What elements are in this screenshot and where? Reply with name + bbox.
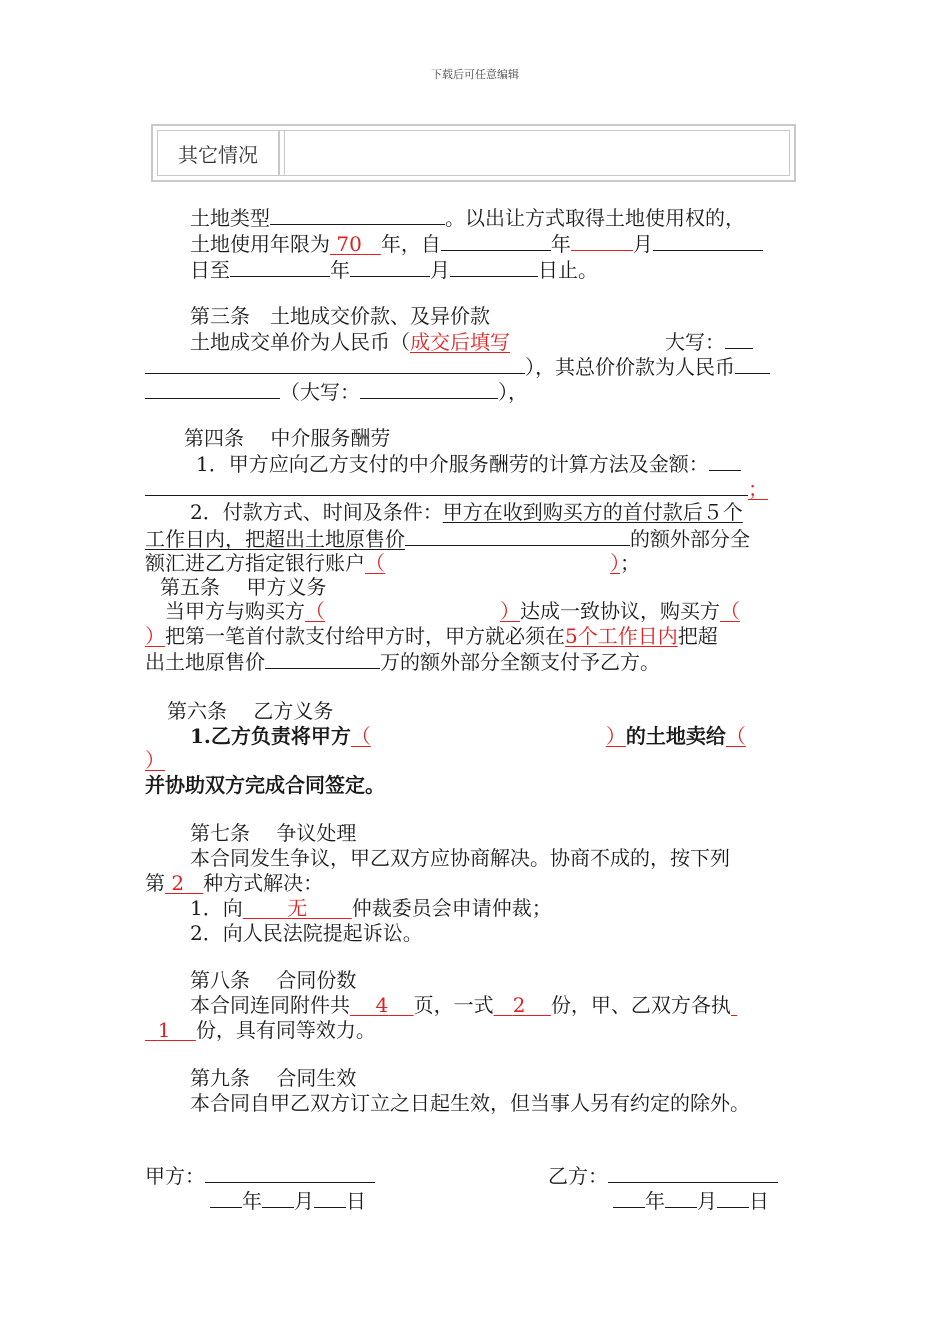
buyer-agreement-tail: 达成一致协议，购买方: [520, 599, 720, 623]
header-note: 下载后可任意编辑: [431, 68, 519, 81]
party-b-blank: [608, 1163, 778, 1183]
capital-blank: [725, 329, 753, 349]
party-a-month-blank: [262, 1188, 294, 1208]
article-5-title: 第五条 甲方义务: [160, 575, 327, 599]
pages-value: 4: [375, 993, 389, 1017]
from-day-blank: [653, 231, 763, 251]
until-day-label: 日止。: [538, 258, 598, 282]
buyer-agreement-label: 当甲方与购买方: [165, 599, 305, 623]
total-capital-close: ），: [498, 380, 528, 404]
article-4-item-1: [196, 451, 741, 476]
info-table: [151, 124, 796, 182]
article-7-line-1: 本合同发生争议，甲乙双方应协商解决。协商不成的，按下列: [190, 846, 730, 870]
land-years-value: 70: [336, 232, 362, 256]
from-month-blank: [571, 231, 633, 251]
exceed-label: 把超: [677, 624, 718, 648]
until-month-blank: [350, 257, 430, 277]
article-6-line-2: [145, 748, 165, 772]
party-b-month-blank: [665, 1188, 697, 1208]
fee-method-label: 1．甲方应向乙方支付的中介服务酬劳的计算方法及金额：: [196, 452, 709, 476]
total-price-value-blank: [145, 379, 280, 399]
bank-account-blank: （ ）: [365, 551, 620, 575]
other-info-value: [284, 131, 789, 175]
method-prefix: 第: [145, 871, 165, 895]
party-b-label: 乙方：: [548, 1164, 608, 1188]
each-prefix: 份，甲、乙双方各执: [550, 993, 731, 1017]
five-workdays: 5个工作日内: [565, 624, 678, 648]
article-9-title: 第九条 合同生效: [190, 1066, 357, 1090]
capital-label: 大写：: [665, 330, 725, 354]
article-7-title: 第七条 争议处理: [190, 821, 357, 845]
land-type-line: [190, 205, 745, 230]
copies-value: 2: [512, 993, 526, 1017]
total-price-label: ），其总价价款为人民币: [525, 355, 735, 379]
fee-semicolon: ；: [748, 477, 768, 501]
article-6-line-3: 并协助双方完成合同签定。: [145, 773, 385, 797]
sell-to-label: 的土地卖给: [625, 724, 726, 748]
total-capital-label: （大写：: [280, 380, 360, 404]
payment-to-b-label: 万的额外部分全额支付予乙方。: [380, 650, 660, 674]
arbitration-committee: 无: [287, 896, 308, 920]
article-3-line-3: [145, 379, 528, 404]
each-suffix: 份，具有同等效力。: [195, 1018, 376, 1042]
first-payment-label: 把第一笔首付款支付给甲方时，甲方就必须在: [165, 624, 565, 648]
article-4-item-2-cont: [145, 526, 750, 551]
fee-method-blank: [709, 451, 741, 471]
until-year-blank: [230, 257, 330, 277]
article-8-line-1: [190, 993, 737, 1017]
land-years-label: 土地使用年限为: [190, 232, 330, 256]
buyer-paren-close: ）: [145, 624, 165, 648]
article-7-line-3: [190, 896, 552, 920]
party-b-day-blank: [717, 1188, 749, 1208]
party-a-date: [210, 1188, 366, 1213]
party-a-day-label: 日: [346, 1189, 366, 1213]
from-month-label: 月: [632, 232, 653, 256]
article-8-title: 第八条 合同份数: [190, 968, 357, 992]
land-until-label: 日至: [190, 258, 230, 282]
each-value: 1: [157, 1018, 171, 1042]
article-5-line-3: [145, 649, 660, 674]
until-year-label: 年: [330, 258, 350, 282]
total-capital-blank: [360, 379, 498, 399]
land-until-line: [190, 257, 598, 282]
unit-price-fill: 成交后填写: [410, 330, 510, 354]
article-7-line-4: 2．向人民法院提起诉讼。: [190, 921, 423, 945]
b-sell-label: 1.乙方负责将甲方: [190, 724, 351, 748]
party-a-label: 甲方：: [145, 1164, 205, 1188]
land-years-line: [190, 231, 763, 256]
party-a-month-label: 月: [294, 1189, 314, 1213]
article-5-line-2: [145, 624, 718, 648]
party-b-year-blank: [613, 1188, 645, 1208]
unit-price-label: 土地成交单价为人民币（: [190, 330, 410, 354]
article-7-line-2: [145, 871, 323, 895]
land-from: 年，自: [380, 232, 441, 256]
party-b-day-label: 日: [749, 1189, 769, 1213]
total-price-blank: [735, 354, 770, 374]
land-type-label: 土地类型: [190, 206, 270, 230]
until-month-label: 月: [430, 258, 450, 282]
party-b-month-label: 月: [697, 1189, 717, 1213]
arbitration-suffix: 仲裁委员会申请仲裁；: [351, 896, 552, 920]
pages-prefix: 本合同连同附件共: [190, 993, 350, 1017]
original-price-amount-blank: [265, 649, 380, 669]
a-land-blank: （ ）: [350, 724, 626, 748]
article-4-item-2: [190, 500, 743, 524]
article-6-title: 第六条 乙方义务: [167, 699, 334, 723]
party-a-signature: [145, 1163, 375, 1188]
from-year-label: 年: [550, 232, 571, 256]
article-4-item-2-cont-2: [145, 551, 640, 575]
party-b-year-label: 年: [645, 1189, 665, 1213]
article-9-line-1: 本合同自甲乙双方订立之日起生效，但当事人另有约定的除外。: [190, 1091, 750, 1115]
until-day-blank: [450, 257, 538, 277]
other-info-label: 其它情况: [158, 131, 280, 175]
fee-amount-blank: [145, 476, 748, 496]
original-price-blank: [405, 526, 630, 546]
party-b-date: [613, 1188, 769, 1213]
article-3-line-1: [190, 329, 753, 354]
info-table-inner: [157, 130, 790, 176]
article-8-line-2: [145, 1018, 376, 1042]
article-4-item-1-cont: [145, 476, 768, 501]
buyer-blank-close: ）: [145, 748, 165, 772]
bank-account-end: ；: [620, 551, 640, 575]
land-type-tail: 。以出让方式取得土地使用权的，: [445, 206, 745, 230]
method-number: 2: [171, 871, 185, 895]
party-a-blank: [205, 1163, 375, 1183]
article-3-line-2: [145, 354, 770, 379]
from-year-blank: [441, 231, 551, 251]
payment-terms-value-cont: 工作日内，把超出土地原售价: [145, 527, 405, 551]
article-4-title: 第四条 中介服务酬劳: [184, 426, 391, 450]
each-space: [731, 993, 737, 1017]
buyer-name-blank: （ ）: [305, 599, 520, 623]
party-a-year-blank: [210, 1188, 242, 1208]
payment-terms-value: 甲方在收到购买方的首付款后５个: [442, 500, 743, 524]
article-5-line-1: [165, 599, 740, 623]
party-b-signature: [548, 1163, 778, 1188]
article-6-line-1: [190, 724, 746, 748]
payment-terms-label: 2．付款方式、时间及条件：: [190, 500, 443, 524]
land-type-blank: [270, 205, 445, 225]
method-suffix: 种方式解决：: [203, 871, 324, 895]
arbitration-prefix: 1．向: [190, 896, 243, 920]
party-a-day-blank: [314, 1188, 346, 1208]
article-3-title: 第三条 土地成交价款、及异价款: [190, 304, 490, 328]
bank-account-label: 额汇进乙方指定银行账户: [145, 551, 365, 575]
buyer-blank-open: （: [725, 724, 746, 748]
excess-label: 的额外部分全: [630, 527, 750, 551]
buyer-paren-open: （: [720, 599, 740, 623]
original-price-label: 出土地原售价: [145, 650, 265, 674]
unit-price-capital-blank: [145, 354, 525, 374]
copies-prefix: 页，一式: [413, 993, 494, 1017]
party-a-year-label: 年: [242, 1189, 262, 1213]
